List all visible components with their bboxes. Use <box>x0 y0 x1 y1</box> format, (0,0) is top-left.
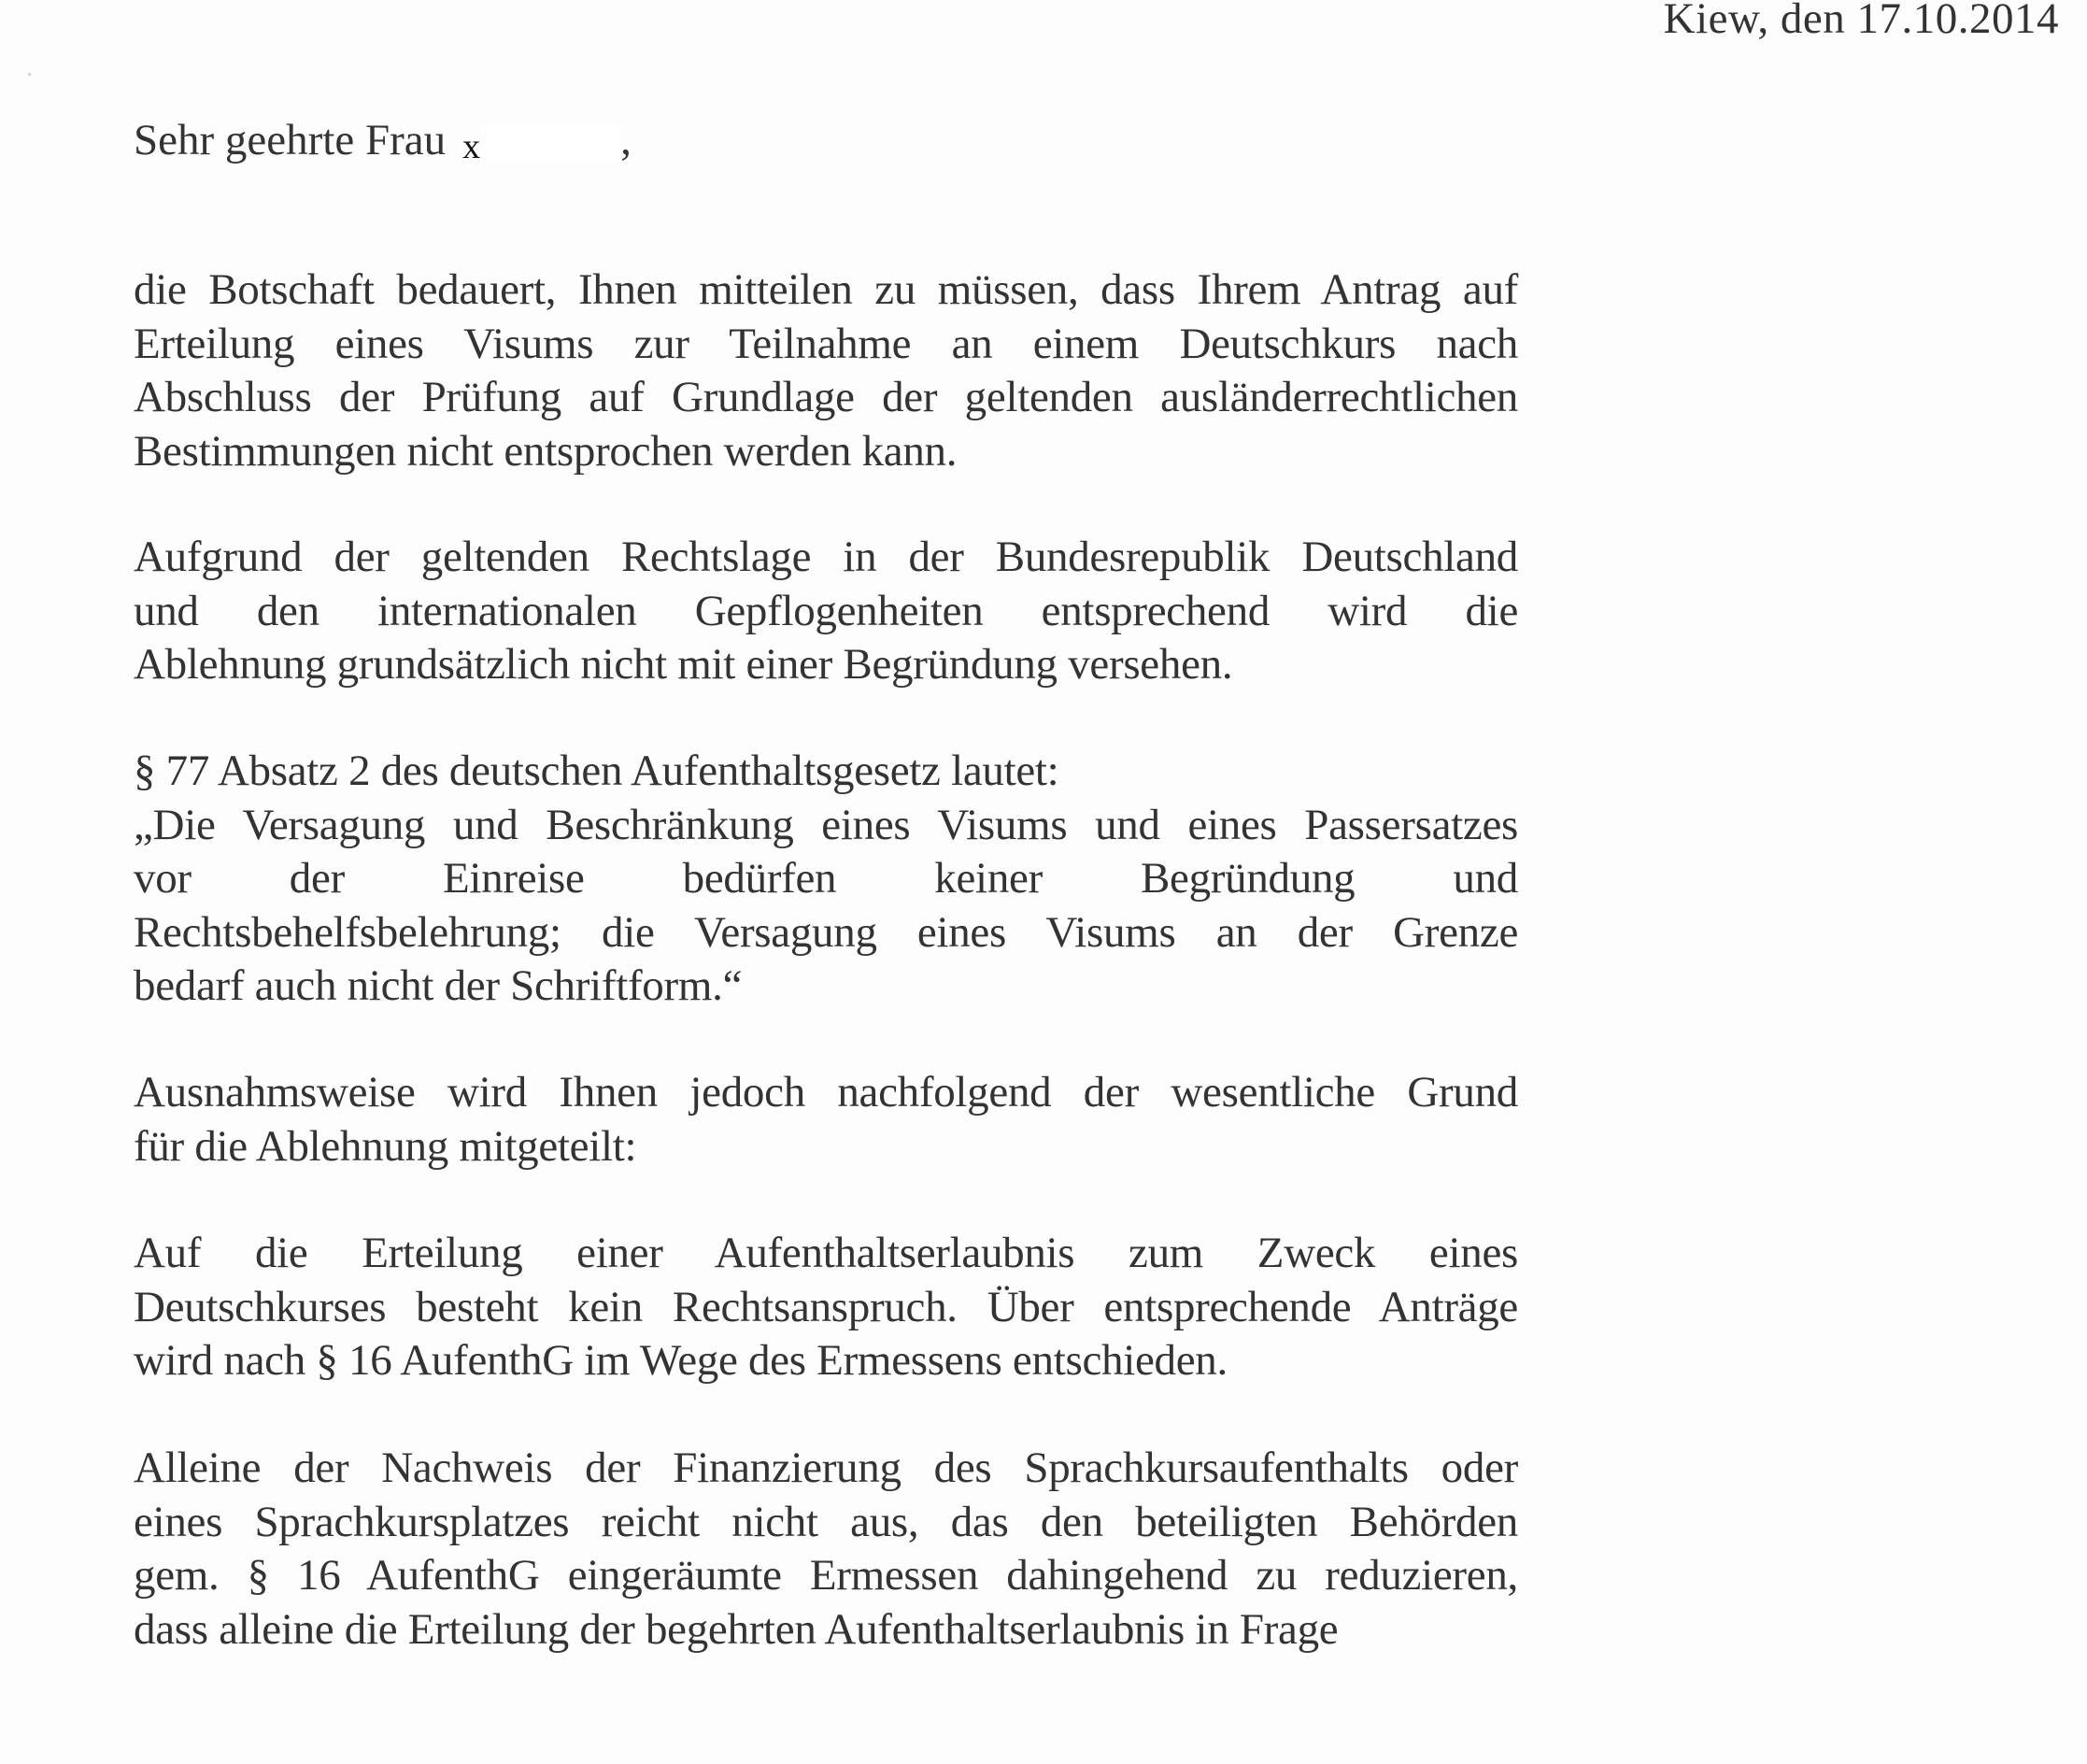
paragraph-law-quote <box>134 745 1518 1014</box>
text-line: Ablehnung grundsätzlich nicht mit einer Begründung versehen. <box>134 640 1233 689</box>
text-line: Ausnahmsweise wird Ihnen jedoch nachfolgend der wesentliche Grund <box>134 1068 1518 1117</box>
text-line: bedarf auch nicht der Schriftform.“ <box>134 961 743 1010</box>
text-line: vor der Einreise bedürfen keiner Begründung und <box>134 854 1518 903</box>
text-line: Bestimmungen nicht entsprochen werden kann. <box>134 426 958 476</box>
text-line: Deutschkurses besteht kein Rechtsanspruch. Über entsprechende Anträge <box>134 1282 1518 1331</box>
text-line: und den internationalen Gepflogenheiten entsprechend wird die <box>134 586 1518 635</box>
salutation <box>134 114 632 173</box>
text-line: dass alleine die Erteilung der begehrten Aufenthaltserlaubnis in Frage <box>134 1604 1339 1654</box>
salutation-comma: , <box>620 116 632 164</box>
text-line: Aufgrund der geltenden Rechtslage in der Bundesrepublik Deutschland <box>134 533 1518 581</box>
paragraph-rejection-notice <box>134 263 1518 478</box>
paragraph-legal-basis <box>134 531 1518 692</box>
text-line: Rechtsbehelfsbelehrung; die Versagung eines Visums an der Grenze <box>134 907 1518 957</box>
salutation-text: Sehr geehrte Frau <box>134 116 447 164</box>
text-line: gem. § 16 AufenthG eingeräumte Ermessen dahingehend zu reduzieren, <box>134 1551 1518 1600</box>
text-line: Alleine der Nachweis der Finanzierung des Sprachkursaufenthalts oder <box>134 1444 1518 1492</box>
redacted-name-marker: x <box>462 127 481 166</box>
text-line: Erteilung eines Visums zur Teilnahme an einem Deutschkurs nach <box>134 319 1518 368</box>
paragraph-financing <box>134 1442 1518 1657</box>
place-date: Kiew, den 17.10.2014 <box>1663 0 2059 43</box>
text-line: die Botschaft bedauert, Ihnen mitteilen zu müssen, dass Ihrem Antrag auf <box>134 265 1518 314</box>
text-line: § 77 Absatz 2 des deutschen Aufenthaltsgesetz lautet: <box>134 747 1059 795</box>
text-line: eines Sprachkursplatzes reicht nicht aus, das den beteiligten Behörden <box>134 1497 1518 1546</box>
text-line: Abschluss der Prüfung auf Grundlage der geltenden ausländerrechtlichen <box>134 373 1518 421</box>
text-line: wird nach § 16 AufenthG im Wege des Ermessens entschieden. <box>134 1336 1228 1385</box>
scan-speck <box>28 73 31 76</box>
paragraph-exception <box>134 1066 1518 1174</box>
text-line: für die Ablehnung mitgeteilt: <box>134 1121 637 1171</box>
text-line: „Die Versagung und Beschränkung eines Visums und eines Passersatzes <box>134 800 1518 849</box>
text-line: Auf die Erteilung einer Aufenthaltserlaubnis zum Zweck eines <box>134 1229 1518 1277</box>
redaction-block <box>480 125 620 163</box>
paragraph-no-legal-claim <box>134 1227 1518 1388</box>
